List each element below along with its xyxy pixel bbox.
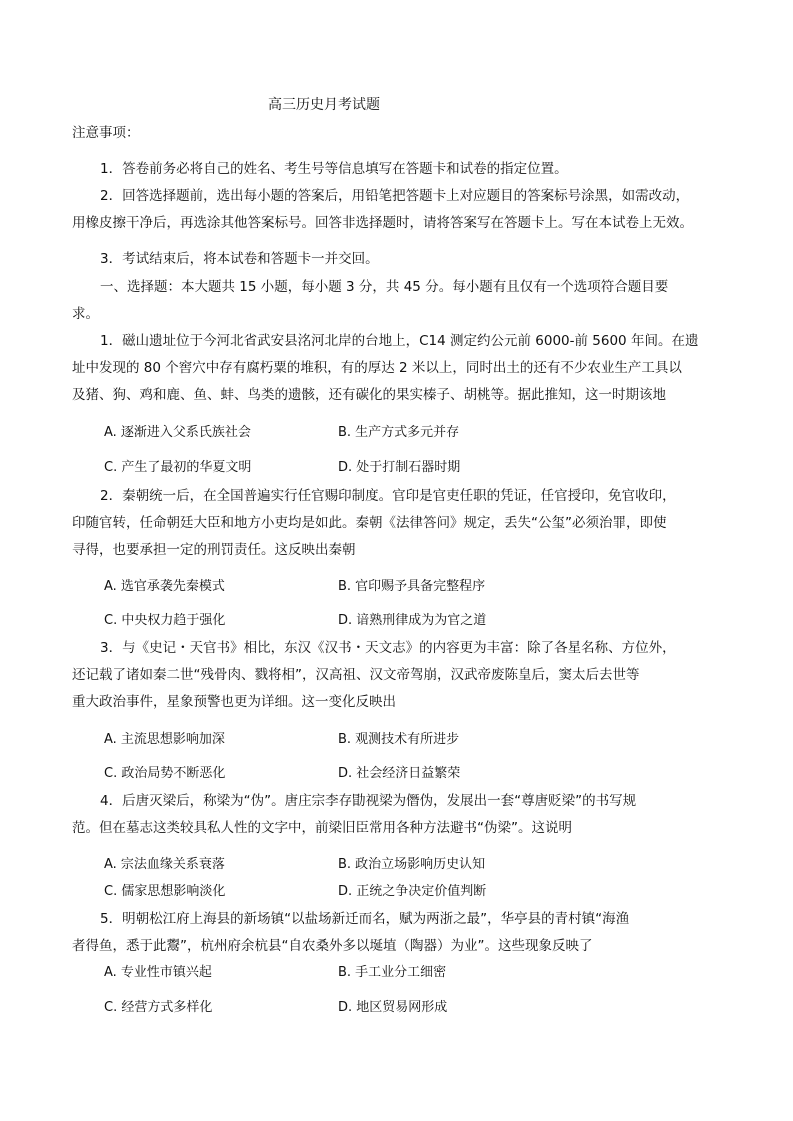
q4-option-c: C. 儒家思想影响淡化 <box>104 884 226 899</box>
q2-option-a: A. 选官承袭先秦模式 <box>104 579 225 594</box>
q3-stem-line-1: 3．与《史记・天官书》相比，东汉《汉书・天文志》的内容更为丰富：除了各星名称、方位外， <box>100 640 676 656</box>
q5-option-a: A. 专业性市镇兴起 <box>104 965 212 980</box>
q3-stem-line-3: 重大政治事件，星象预警也更为详细。这一变化反映出 <box>72 694 396 710</box>
q3-option-c: C. 政治局势不断恶化 <box>104 766 226 781</box>
q5-option-b: B. 手工业分工细密 <box>338 965 447 980</box>
q2-option-b: B. 官印赐予具备完整程序 <box>338 579 486 594</box>
notice-item-1: 1．答卷前务必将自己的姓名、考生号等信息填写在答题卡和试卷的指定位置。 <box>100 161 568 177</box>
q2-stem-line-3: 寻得，也要承担一定的刑罚责任。这反映出秦朝 <box>72 542 356 558</box>
q1-stem-line-3: 及猪、狗、鸡和鹿、鱼、蚌、鸟类的遗骸，还有碳化的果实榛子、胡桃等。据此推知，这一时期该地 <box>72 387 666 403</box>
notice-heading: 注意事项： <box>72 125 140 141</box>
q4-stem-line-1: 4．后唐灭梁后，称梁为“伪”。唐庄宗李存勖视梁为僭伪，发展出一套“尊唐贬梁”的书写规 <box>100 793 637 809</box>
q3-stem-line-2: 还记载了诸如秦二世“残骨肉、戮将相”，汉高祖、汉文帝驾崩，汉武帝废陈皇后，窦太后去世等 <box>72 667 640 683</box>
q1-stem-line-1: 1．磁山遗址位于今河北省武安县洺河北岸的台地上，C14 测定约公元前 6000-前 5600 年间。在遗 <box>100 333 699 349</box>
q1-option-b: B. 生产方式多元并存 <box>338 425 460 440</box>
q4-option-d: D. 正统之争决定价值判断 <box>338 884 487 899</box>
q4-option-b: B. 政治立场影响历史认知 <box>338 857 486 872</box>
q5-option-d: D. 地区贸易网形成 <box>338 1000 448 1015</box>
q1-option-d: D. 处于打制石器时期 <box>338 460 461 475</box>
section-heading-cont: 求。 <box>72 306 99 322</box>
q5-option-c: C. 经营方式多样化 <box>104 1000 213 1015</box>
section-heading: 一、选择题：本大题共 15 小题，每小题 3 分，共 45 分。每小题有且仅有一个选项符合题目要 <box>100 279 669 295</box>
q1-option-c: C. 产生了最初的华夏文明 <box>104 460 252 475</box>
q3-option-a: A. 主流思想影响加深 <box>104 732 225 747</box>
q4-option-a: A. 宗法血缘关系衰落 <box>104 857 225 872</box>
notice-item-3: 3．考试结束后，将本试卷和答题卡一并交回。 <box>100 251 379 267</box>
q3-option-d: D. 社会经济日益繁荣 <box>338 766 461 781</box>
q1-option-a: A. 逐渐进入父系氏族社会 <box>104 425 251 440</box>
exam-title: 高三历史月考试题 <box>268 97 380 113</box>
q3-option-b: B. 观测技术有所进步 <box>338 732 460 747</box>
q2-stem-line-2: 印随官转，任命朝廷大臣和地方小吏均是如此。秦朝《法律答问》规定，丢失“公玺”必须治罪，即使 <box>72 515 667 531</box>
q5-stem-line-1: 5．明朝松江府上海县的新场镇“以盐场新迁而名，赋为两浙之最”，华亭县的青村镇“海渔 <box>100 911 630 927</box>
notice-item-2-cont: 用橡皮擦干净后，再选涂其他答案标号。回答非选择题时，请将答案写在答题卡上。写在本试卷上无效。 <box>72 215 693 231</box>
q2-option-d: D. 谙熟刑律成为为官之道 <box>338 613 487 628</box>
q2-stem-line-1: 2．秦朝统一后，在全国普遍实行任官赐印制度。官印是官吏任职的凭证，任官授印，免官收印， <box>100 488 676 504</box>
q4-stem-line-2: 范。但在墓志这类较具私人性的文字中，前梁旧臣常用各种方法避书“伪梁”。这说明 <box>72 820 572 836</box>
q5-stem-line-2: 者得鱼，悉于此鬻”，杭州府余杭县“自农桑外多以埏埴（陶器）为业”。这些现象反映了 <box>72 938 593 954</box>
q1-stem-line-2: 址中发现的 80 个窖穴中存有腐朽粟的堆积，有的厚达 2 米以上，同时出土的还有不少农业生产工具以 <box>72 360 682 376</box>
notice-item-2: 2．回答选择题前，选出每小题的答案后，用铅笔把答题卡上对应题目的答案标号涂黑，如需改动， <box>100 188 690 204</box>
q2-option-c: C. 中央权力趋于强化 <box>104 613 226 628</box>
